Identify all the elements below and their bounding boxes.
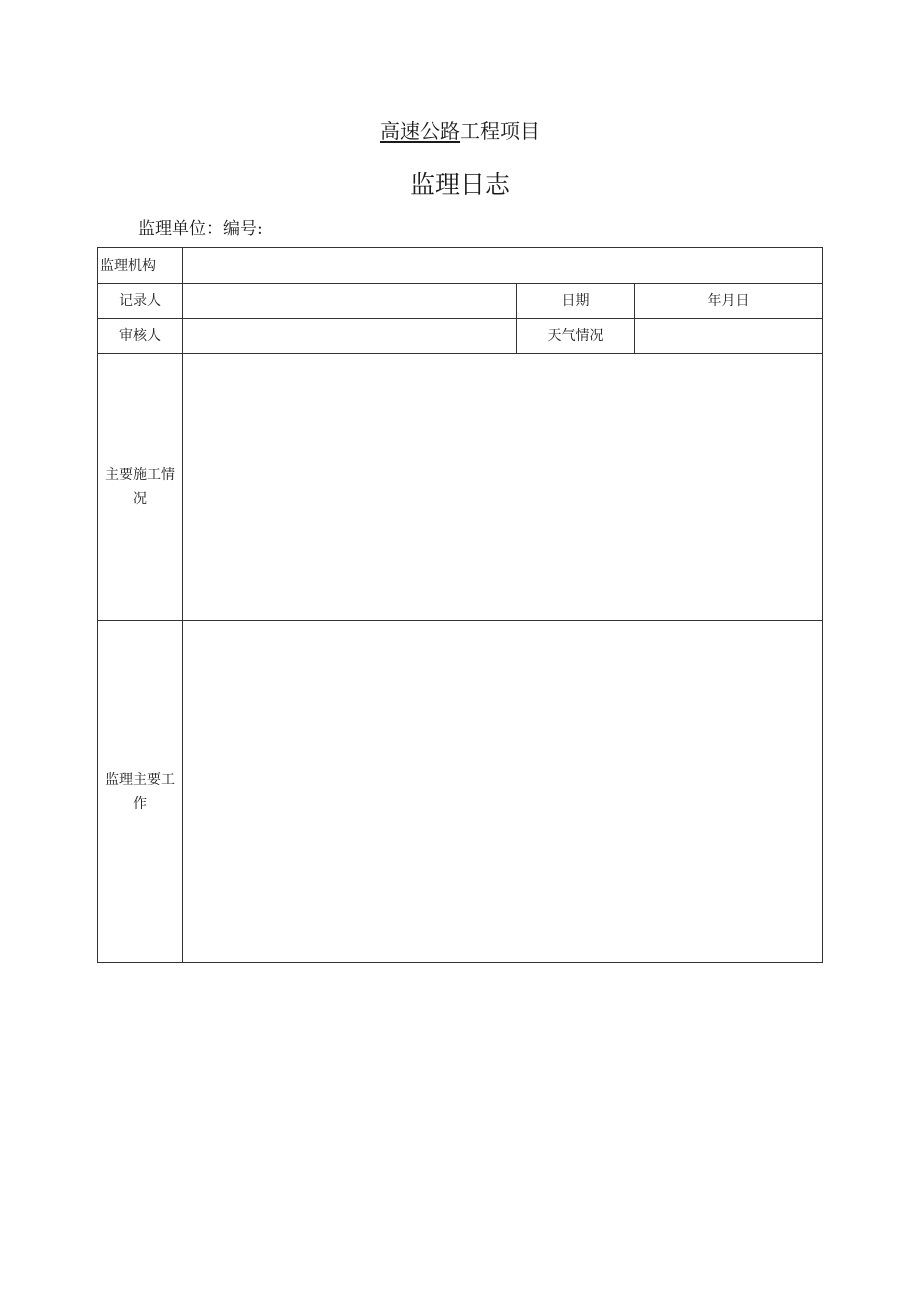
table-row	[98, 621, 823, 963]
table-row	[98, 284, 823, 319]
supervision-log-table	[97, 247, 823, 963]
project-title-suffix: 工程项目	[460, 119, 540, 143]
main-work-field[interactable]	[183, 621, 823, 963]
recorder-field[interactable]	[183, 284, 517, 319]
date-field[interactable]: 年月日	[635, 284, 823, 319]
project-name-blank: 高速公路	[380, 119, 460, 143]
log-title: 监理日志	[409, 170, 510, 199]
weather-field[interactable]	[635, 319, 823, 354]
unit-and-number-line: 监理单位：编号:	[138, 219, 263, 239]
reviewer-label: 审核人	[98, 319, 183, 354]
construction-field[interactable]	[183, 354, 823, 621]
construction-label: 主要施工情况	[98, 354, 183, 621]
agency-field[interactable]	[183, 248, 823, 284]
main-work-label: 监理主要工作	[98, 621, 183, 963]
table-row	[98, 354, 823, 621]
agency-label: 监理机构	[98, 248, 183, 284]
table-row	[98, 248, 823, 284]
table-row	[98, 319, 823, 354]
project-title	[0, 116, 920, 146]
recorder-label: 记录人	[98, 284, 183, 319]
date-label: 日期	[517, 284, 635, 319]
reviewer-field[interactable]	[183, 319, 517, 354]
weather-label: 天气情况	[517, 319, 635, 354]
